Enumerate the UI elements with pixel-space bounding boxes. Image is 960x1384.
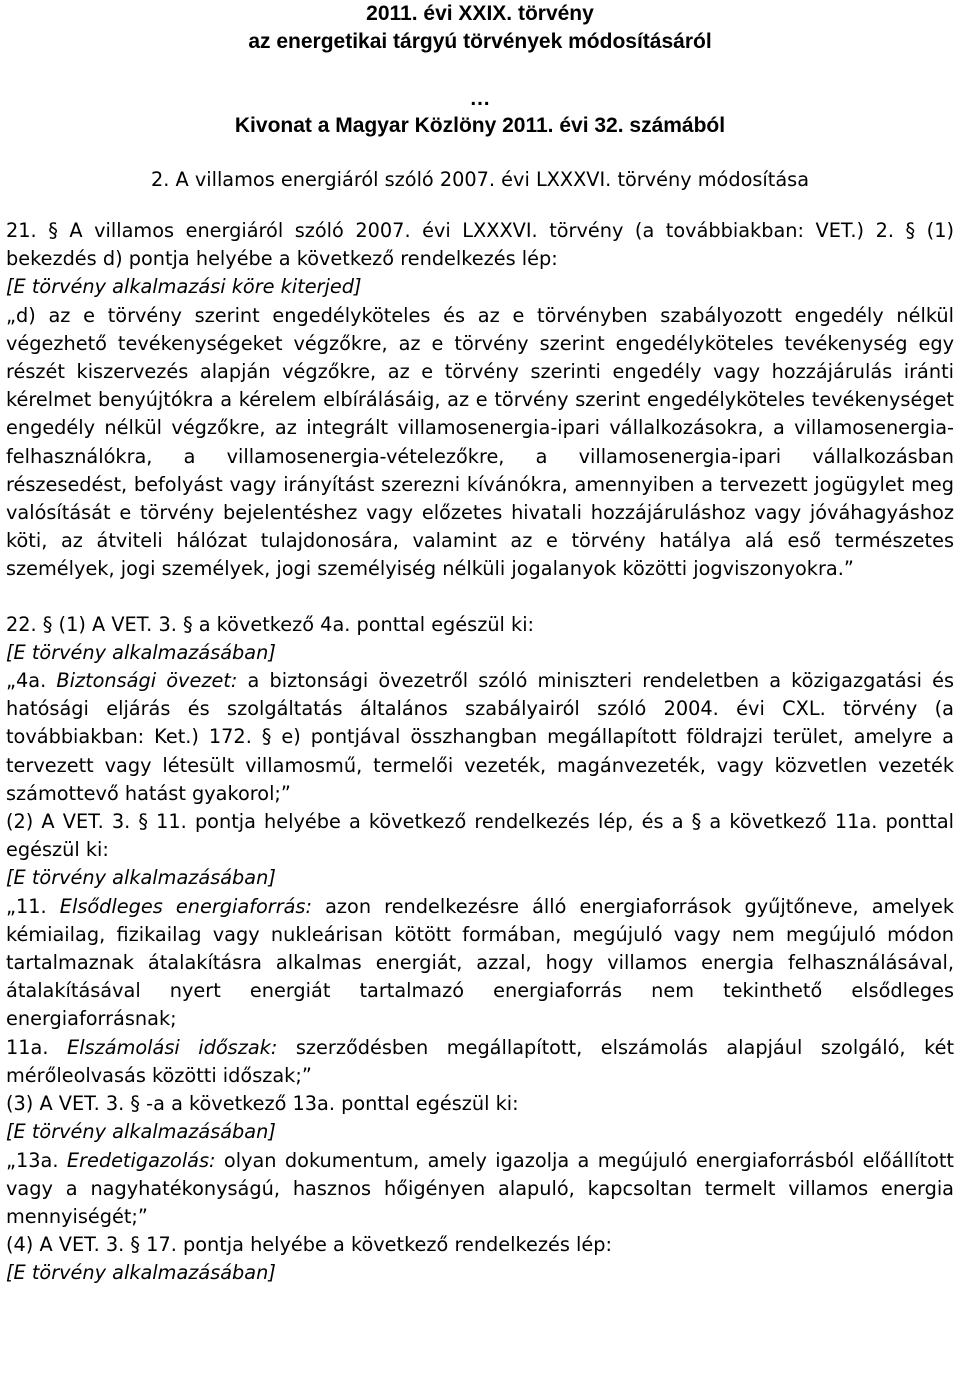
law-subtitle: az energetikai tárgyú törvények módosításáról (248, 30, 712, 53)
definition-11a-text: szerződésben megállapított, elszámolás alapjául szolgáló, két mérőleolvasás közötti időszak;” (6, 1035, 955, 1087)
definition-4a (6, 667, 954, 808)
definition-13a-text: olyan dokumentum, amely igazolja a megújuló energiaforrásból előállított vagy a nagyhatékonyságú, hasznos hőigényen alapuló, kapcsoltan termelt villamos energia mennyiségét;” (6, 1148, 954, 1228)
definition-11-number: „11. (6, 894, 60, 918)
paragraph-22-3-intro: (3) A VET. 3. § -a a következő 13a. ponttal egészül ki: (6, 1092, 519, 1116)
ellipsis: … (469, 87, 491, 110)
definition-11a (6, 1034, 954, 1090)
definition-11a-number: 11a. (6, 1035, 68, 1059)
definition-13a (6, 1147, 954, 1232)
definition-11a-term: Elszámolási időszak: (67, 1035, 278, 1059)
paragraph-21-intro: 21. § A villamos energiáról szóló 2007. évi LXXXVI. törvény (a továbbiakban: VET.) 2. § (1) bekezdés d) pontja helyébe a következő rendelkezés lép: (6, 219, 954, 271)
scope-bracket-22-3: [E törvény alkalmazásában] (6, 1120, 276, 1144)
definition-11 (6, 893, 954, 1034)
paragraph-21-text: „d) az e törvény szerint engedélyköteles és az e törvényben szabályozott engedély nélkül végezhető tevékenységeket végzőkre, az e törvény szerint engedélyköteles tevékenység egy részét kiszervezés alapján végzőkre, az e törvény szerinti engedély vagy hozzájárulás iránti kérelmet benyújtókra a kérelem elbírálásáig, az e törvény szerint engedélyköteles tevékenységet engedély nélkül végzőkre, az integrált villamosenergia-ipari vállalkozásokra, a villamosenergia-felhasználókra, a villamosenergia-vételezőkre, a villamosenergia-ipari vállalkozásban részesedést, befolyást vagy irányítást szerezni kívánókra, amennyiben a tervezett jogügylet meg valósítását e törvény bejelentéshez vagy előzetes hivatali hozzájáruláshoz vagy jóváhagyáshoz köti, az átviteli hálózat tulajdonosára, valamint az e törvény hatálya alá eső természetes személyek, jogi személyek, jogi személyiség nélküli jogalanyok közötti jogviszonyokra.” (6, 303, 954, 581)
document-body (6, 217, 954, 1288)
gazette-excerpt-heading: Kivonat a Magyar Közlöny 2011. évi 32. számából (234, 114, 726, 137)
definition-4a-term: Biztonsági övezet: (56, 669, 238, 693)
paragraph-22-4-intro: (4) A VET. 3. § 17. pontja helyébe a következő rendelkezés lép: (6, 1233, 612, 1257)
paragraph-22-2-intro: (2) A VET. 3. § 11. pontja helyébe a következő rendelkezés lép, és a § a következő 11a. ponttal egészül ki: (6, 810, 954, 862)
law-title: 2011. évi XXIX. törvény (366, 2, 594, 25)
scope-bracket-22-2: [E törvény alkalmazásában] (6, 866, 276, 890)
section-title: 2. A villamos energiáról szóló 2007. évi LXXXVI. törvény módosítása (150, 168, 810, 191)
definition-13a-term: Eredetigazolás: (66, 1148, 216, 1172)
definition-13a-number: „13a. (6, 1148, 67, 1172)
definition-4a-number: „4a. (6, 669, 57, 693)
paragraph-22-intro: 22. § (1) A VET. 3. § a következő 4a. ponttal egészül ki: (6, 612, 535, 636)
scope-bracket-22-1: [E törvény alkalmazásában] (6, 640, 276, 664)
definition-11-text: azon rendelkezésre álló energiaforrások gyűjtőneve, amelyek kémiailag, fizikailag vagy nukleárisan kötött formában, megújuló vagy nem megújuló módon tartalmaznak átalakításra alkalmas energiát, azzal, hogy villamos energia felhasználásával, átalakításával nyert energiát tartalmazó energiaforrás nem tekinthető elsődleges energiaforrásnak; (6, 894, 954, 1031)
definition-4a-text: a biztonsági övezetről szóló miniszteri rendeletben a közigazgatási és hatósági eljárás és szolgáltatás általános szabályairól szóló 2004. évi CXL. törvény (a továbbiakban: Ket.) 172. § e) pontjával összhangban megállapított földrajzi terület, amelyre a tervezett vagy létesült villamosmű, termelői vezeték, magánvezeték, vagy közvetlen vezeték számottevő hatást gyakorol;” (6, 669, 954, 805)
definition-11-term: Elsődleges energiaforrás: (59, 894, 312, 918)
scope-bracket-21: [E törvény alkalmazási köre kiterjed] (6, 275, 362, 299)
scope-bracket-22-4: [E törvény alkalmazásában] (6, 1261, 276, 1285)
